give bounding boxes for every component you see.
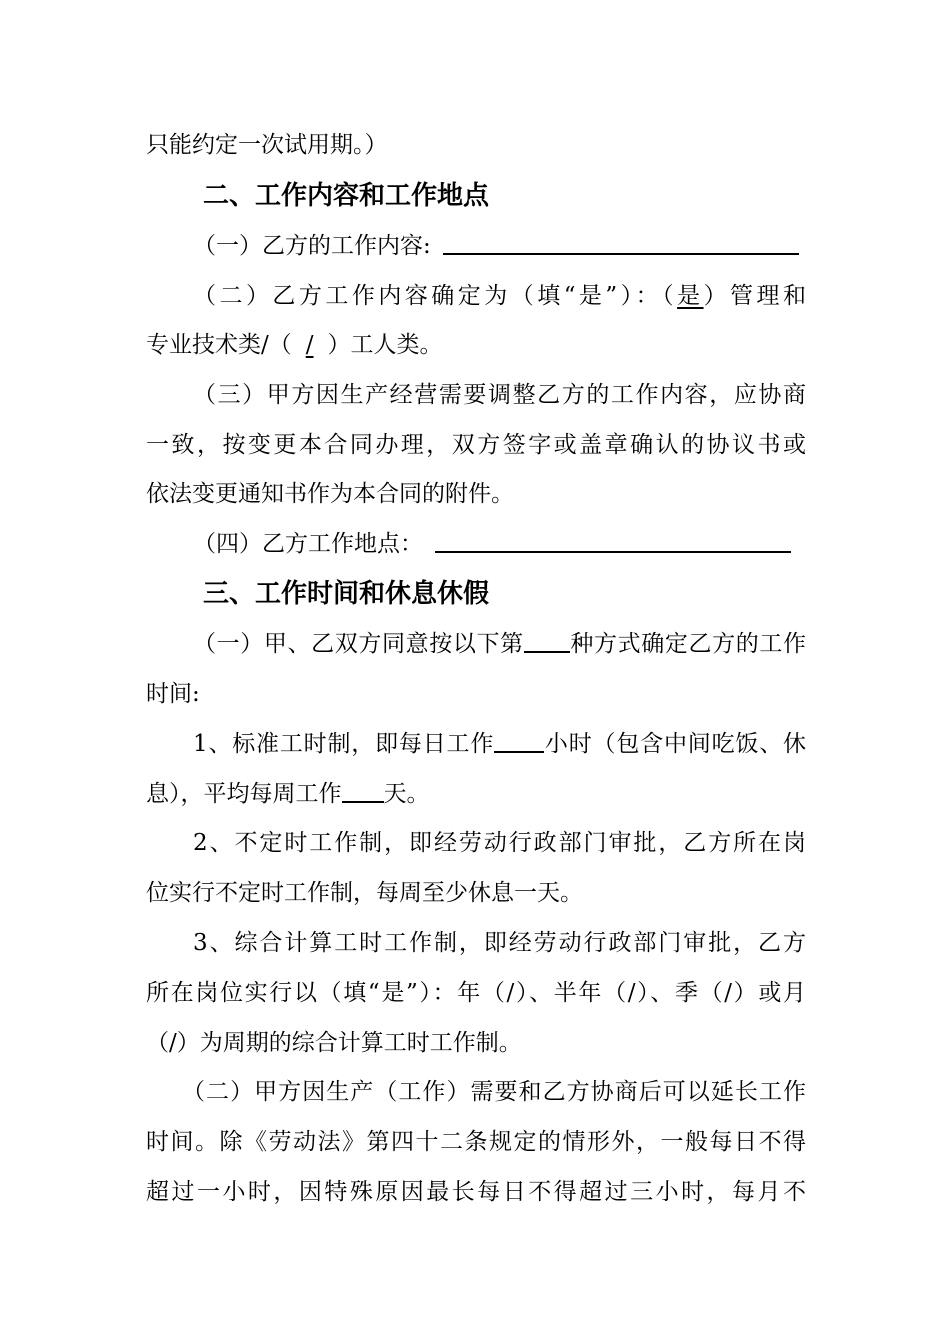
text: 息），平均每周工作 [146, 781, 342, 807]
text: 一致，按变更本合同办理，双方签字或盖章确认的协议书或 [146, 432, 806, 458]
heading-text: 三、工作时间和休息休假 [203, 579, 490, 609]
text: 1、标准工时制，即每日工作 [193, 731, 495, 757]
text: （/）为周期的综合计算工时工作制。 [146, 1030, 522, 1056]
text: 小时（包含中间吃饭、休 [544, 731, 806, 757]
text: （三）甲方因生产经营需要调整乙方的工作内容，应协商 [193, 382, 806, 408]
work-location-line [193, 526, 853, 562]
work-content-blank[interactable] [443, 229, 799, 255]
text: ）管理和 [703, 283, 806, 309]
paragraph-line [146, 127, 806, 163]
paragraph-line [182, 1074, 806, 1110]
paragraph-line [146, 476, 806, 512]
paragraph-line [146, 1174, 806, 1210]
text: 时间: [146, 681, 200, 707]
paragraph-line [146, 427, 806, 463]
option-number-blank[interactable] [524, 627, 570, 653]
text: 天。 [383, 781, 430, 807]
work-time-line [193, 626, 806, 662]
text: 2、不定时工作制，即经劳动行政部门审批，乙方所在岗 [193, 830, 806, 856]
standard-hours-line [193, 726, 806, 762]
text: （一）甲、乙双方同意按以下第 [193, 631, 524, 657]
paragraph-line [146, 875, 806, 911]
standard-hours-line-2 [146, 776, 806, 812]
paragraph-line [146, 1025, 806, 1061]
filled-value: 是 [677, 283, 704, 309]
text: 3、综合计算工时工作制，即经劳动行政部门审批，乙方 [193, 930, 806, 956]
hours-blank[interactable] [494, 727, 544, 753]
work-type-line-2 [146, 327, 806, 363]
paragraph-line [193, 925, 806, 961]
text: 依法变更通知书作为本合同的附件。 [146, 481, 514, 507]
text: 所在岗位实行以（填“是”）：年（/）、半年（/）、季（/）或月 [146, 980, 806, 1006]
section-heading-2 [203, 178, 863, 214]
text: （二）甲方因生产（工作）需要和乙方协商后可以延长工作 [182, 1079, 806, 1105]
text: （四）乙方工作地点： [193, 531, 423, 557]
section-heading-3 [203, 576, 863, 612]
work-location-blank[interactable] [435, 527, 791, 553]
paragraph-line [193, 377, 806, 413]
filled-value: / [305, 332, 314, 358]
text: 超过一小时，因特殊原因最长每日不得超过三小时，每月不 [146, 1179, 806, 1205]
paragraph-line [146, 975, 806, 1011]
text: 专业技术类/（ [146, 332, 292, 358]
paragraph-line [193, 825, 806, 861]
work-content-line [193, 228, 853, 264]
text: 时间。除《劳动法》第四十二条规定的情形外，一般每日不得 [146, 1129, 806, 1155]
days-blank[interactable] [342, 777, 384, 803]
paragraph-line [146, 676, 806, 712]
text: （二）乙方工作内容确定为（填“是”）：（ [193, 283, 678, 309]
text: （一）乙方的工作内容: [193, 233, 431, 259]
text: 位实行不定时工作制，每周至少休息一天。 [146, 880, 583, 906]
heading-text: 二、工作内容和工作地点 [203, 181, 490, 211]
text: 只能约定一次试用期。） [146, 132, 388, 158]
paragraph-line [146, 1124, 806, 1160]
work-type-line [193, 278, 806, 314]
text: ）工人类。 [327, 332, 443, 358]
text: 种方式确定乙方的工作 [569, 631, 806, 657]
